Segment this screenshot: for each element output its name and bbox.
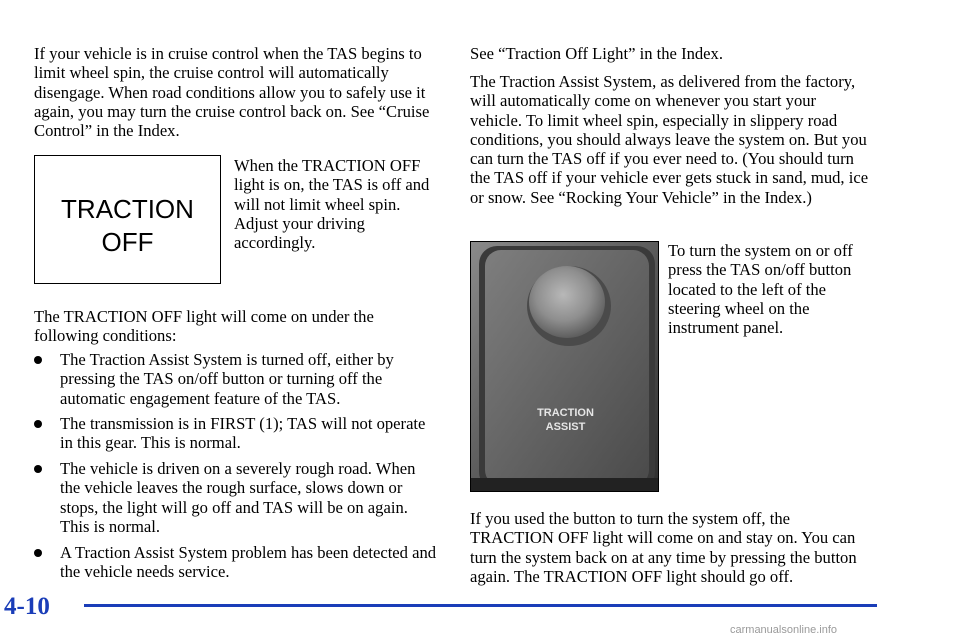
button-label-line2: ASSIST <box>545 421 586 433</box>
bullet-icon <box>34 420 42 428</box>
button-caption: To turn the system on or off press the TAS on/off button located to the left of the steering wheel on the instrument panel. <box>668 241 853 338</box>
traction-assist-button-photo <box>470 241 659 492</box>
button-photo-graphic <box>471 242 659 492</box>
list-item <box>34 459 438 536</box>
conditions-intro: The TRACTION OFF light will come on under the following conditions: <box>34 307 374 346</box>
indicator-line2: OFF <box>101 227 154 257</box>
indicator-caption: When the TRACTION OFF light is on, the TAS is off and will not limit wheel spin. Adjust your driving accordingly. <box>234 156 430 253</box>
system-paragraph: The Traction Assist System, as delivered from the factory, will automatically come on whenever you start your vehicle. To limit wheel spin, especially in slippery road conditions, you should always leave the system on. But you can turn the TAS off if you ever need to. (You should turn the TAS off if your vehicle ever gets stuck in sand, mud, ice or snow. See “Rocking Your Vehicle” in the Index.) <box>470 72 869 207</box>
list-item-text: The transmission is in FIRST (1); TAS will not operate in this gear. This is normal. <box>60 414 426 453</box>
list-item <box>34 350 438 408</box>
intro-paragraph: If your vehicle is in cruise control when the TAS begins to limit wheel spin, the cruise control will automatically disengage. When road conditions allow you to safely use it again, you may turn the cruise control back on. See “Cruise Control” in the Index. <box>34 44 430 141</box>
traction-off-indicator <box>34 155 221 284</box>
bullet-icon <box>34 549 42 557</box>
watermark: carmanualsonline.info <box>730 624 838 636</box>
bullet-icon <box>34 356 42 364</box>
indicator-line1: TRACTION <box>61 194 194 224</box>
button-label-line1: TRACTION <box>537 407 594 419</box>
closing-paragraph: If you used the button to turn the system off, the TRACTION OFF light will come on and stay on. You can turn the system back on at any time by pressing the button again. The TRACTION OFF light should go off. <box>470 509 857 586</box>
page-number: 4-10 <box>4 593 50 620</box>
bullet-icon <box>34 465 42 473</box>
list-item-text: The Traction Assist System is turned off, either by pressing the TAS on/off button or turning off the automatic engagement feature of the TAS. <box>60 350 394 408</box>
see-also-text: See “Traction Off Light” in the Index. <box>470 44 723 63</box>
list-item-text: The vehicle is driven on a severely rough road. When the vehicle leaves the rough surface, slows down or stops, the light will go off and TAS will be on again. This is normal. <box>60 459 416 536</box>
list-item <box>34 543 438 582</box>
list-item <box>34 414 438 453</box>
list-item-text: A Traction Assist System problem has been detected and the vehicle needs service. <box>60 543 437 582</box>
footer-rule <box>84 604 877 607</box>
button-label <box>471 406 659 434</box>
